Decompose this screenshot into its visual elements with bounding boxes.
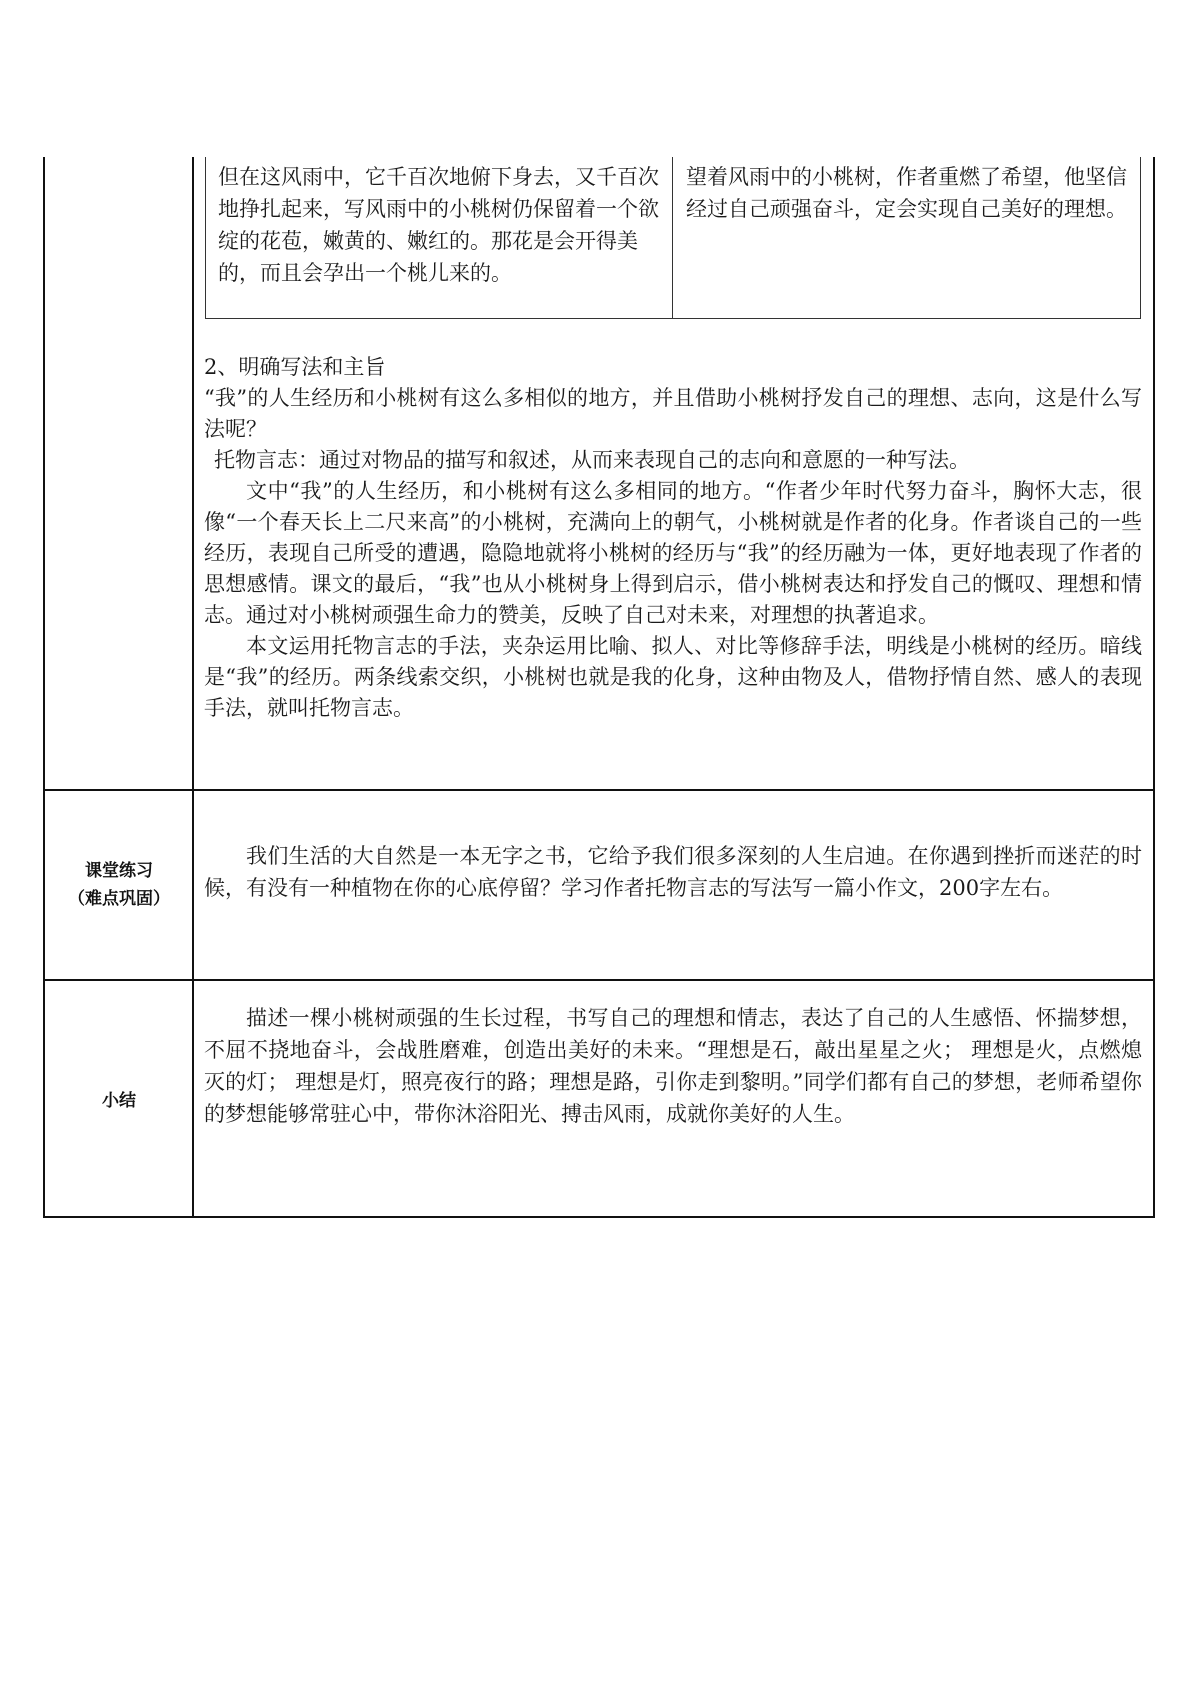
analysis-paragraph-1: 文中“我”的人生经历，和小桃树有这么多相同的地方。“作者少年时代努力奋斗，胸怀大志，很像“一个春天长上二尺来高”的小桃树，充满向上的朝气，小桃树就是作者的化身。作者谈自己的一些经历，表现自己所受的遭遇，隐隐地就将小桃树的经历与“我”的经历融为一体，更好地表现了作者的思想感情。课文的最后，“我”也从小桃树身上得到启示，借小桃树表达和抒发自己的慨叹、理想和情志。通过对小桃树顽强生命力的赞美，反映了自己对未来，对理想的执著追求。 [204, 479, 1142, 627]
summary-text: 描述一棵小桃树顽强的生长过程，书写自己的理想和情志，表达了自己的人生感悟、怀揣梦想，不屈不挠地奋斗，会战胜磨难，创造出美好的未来。“理想是石，敲出星星之火； 理想是火，点燃熄灭的灯； 理想是灯，照亮夜行的路；理想是路，引你走到黎明。”同学们都有自己的梦想，老师希望你的梦想能够常驻心中，带你沐浴阳光、搏击风雨，成就你美好的人生。 [204, 1006, 1142, 1126]
table-border-left [43, 157, 45, 1218]
analysis-paragraph-2: 本文运用托物言志的手法，夹杂运用比喻、拟人、对比等修辞手法，明线是小桃树的经历。暗线是“我”的经历。两条线索交织，小桃树也就是我的化身，这种由物及人，借物抒情自然、感人的表现手法，就叫托物言志。 [204, 634, 1142, 720]
comparison-right-cell: 望着风雨中的小桃树，作者重燃了希望，他坚信经过自己顽强奋斗，定会实现自己美好的理想。 [686, 165, 1127, 221]
comparison-left-cell: 但在这风雨中，它千百次地俯下身去，又千百次地挣扎起来，写风雨中的小桃树仍保留着一个欲绽的花苞，嫩黄的、嫩红的。那花是会开得美的，而且会孕出一个桃儿来的。 [218, 165, 659, 285]
definition-text: 托物言志：通过对物品的描写和叙述，从而来表现自己的志向和意愿的一种写法。 [214, 448, 970, 472]
table-row-divider-2 [43, 979, 1155, 981]
table-border-bottom [43, 1216, 1155, 1218]
practice-label-title: 课堂练习 [85, 861, 153, 881]
summary-label: 小结 [102, 1091, 136, 1111]
summary-content [204, 1002, 1142, 1130]
comparison-column-divider [672, 157, 673, 318]
table-column-divider [192, 157, 194, 1218]
practice-text: 我们生活的大自然是一本无字之书，它给予我们很多深刻的人生启迪。在你遇到挫折而迷茫的时候，有没有一种植物在你的心底停留？学习作者托物言志的写法写一篇小作文，200字左右。 [204, 844, 1142, 900]
table-row-divider-1 [43, 789, 1155, 791]
section-heading: 2、明确写法和主旨 [204, 355, 386, 379]
comparison-table [205, 157, 1141, 319]
table-border-right [1153, 157, 1155, 1218]
question-text: “我”的人生经历和小桃树有这么多相似的地方，并且借助小桃树抒发自己的理想、志向，这是什么写法呢？ [204, 386, 1142, 441]
main-section [204, 352, 1142, 724]
practice-label-subtitle: （难点巩固） [68, 889, 170, 909]
practice-label [45, 857, 193, 913]
practice-content [204, 840, 1142, 904]
